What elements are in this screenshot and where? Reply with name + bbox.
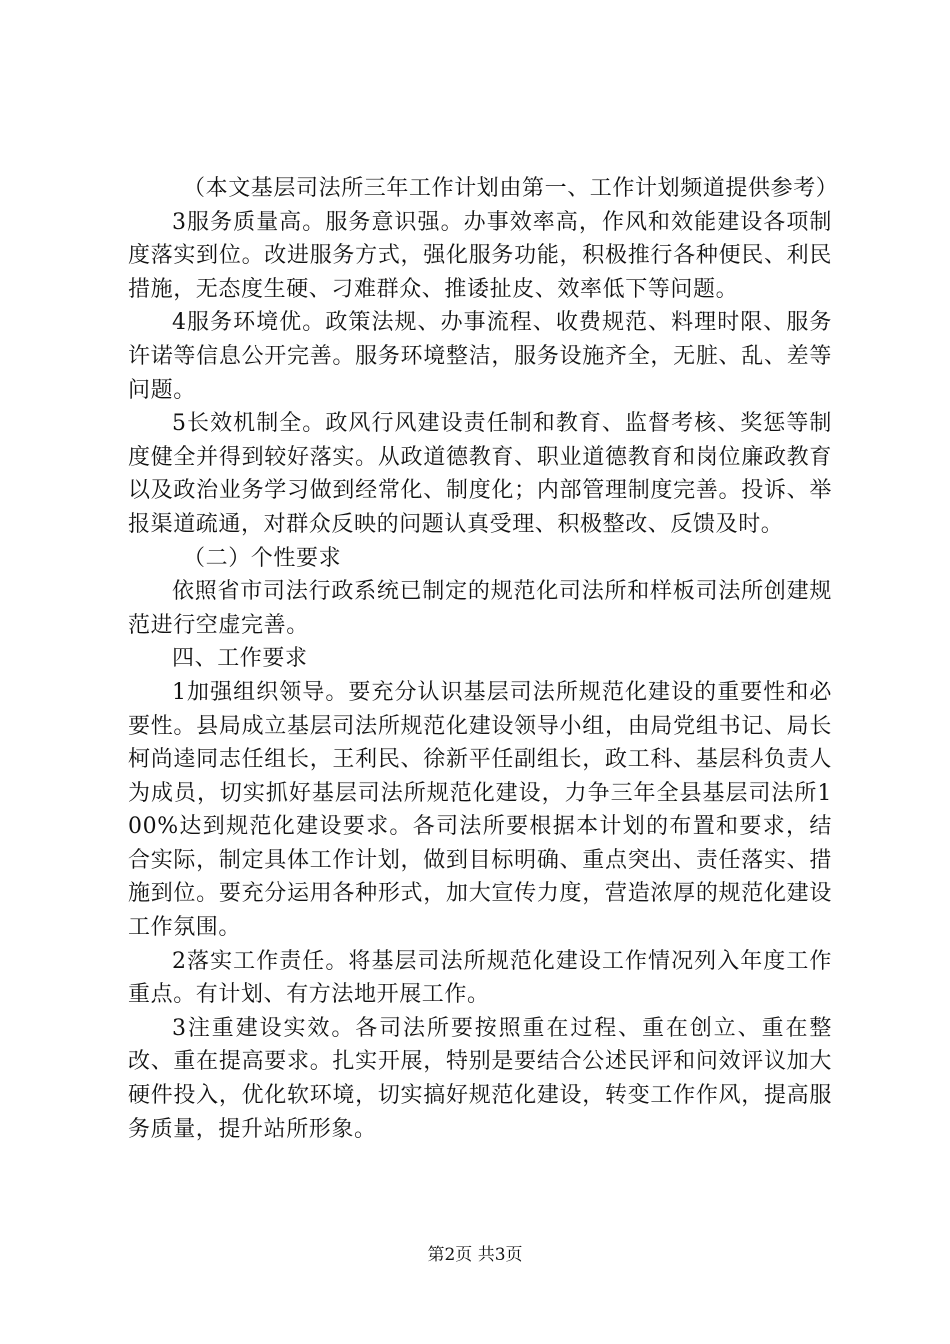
paragraph-construction-effectiveness: 3注重建设实效。各司法所要按照重在过程、重在创立、重在整改、重在提高要求。扎实开展，特别是要结合公述民评和问效评议加大硬件投入，优化软环境，切实搞好规范化建设，转变工作作风，提高服务质量，提升站所形象。	[128, 1015, 832, 1142]
paragraph-work-responsibility: 2落实工作责任。将基层司法所规范化建设工作情况列入年度工作重点。有计划、有方法地开展工作。	[128, 948, 832, 1008]
paragraph-long-term-mechanism: 5长效机制全。政风行风建设责任制和教育、监督考核、奖惩等制度健全并得到较好落实。从政道德教育、职业道德教育和岗位廉政教育以及政治业务学习做到经常化、制度化；内部管理制度完善。投诉、举报渠道疏通，对群众反映的问题认真受理、积极整改、反馈及时。	[128, 411, 832, 537]
section-heading-individual-requirements: （二）个性要求	[183, 545, 342, 571]
section-heading-work-requirements: 四、工作要求	[172, 646, 308, 672]
paragraph-source-note: （本文基层司法所三年工作计划由第一、工作计划频道提供参考）	[183, 176, 839, 201]
document-body	[128, 172, 839, 1146]
paragraph-organization-leadership: 1加强组织领导。要充分认识基层司法所规范化建设的重要性和必要性。县局成立基层司法所规范化建设领导小组，由局党组书记、局长柯尚逵同志任组长，王利民、徐新平任副组长，政工科、基层科负责人为成员，切实抓好基层司法所规范化建设，力争三年全县基层司法所100%达到规范化建设要求。各司法所要根据本计划的布置和要求，结合实际，制定具体工作计划，做到目标明确、重点突出、责任落实、措施到位。要充分运用各种形式，加大宣传力度，营造浓厚的规范化建设工作氛围。	[128, 679, 832, 941]
paragraph-individual-requirements: 依照省市司法行政系统已制定的规范化司法所和样板司法所创建规范进行空虚完善。	[128, 579, 832, 638]
paragraph-service-quality: 3服务质量高。服务意识强。办事效率高，作风和效能建设各项制度落实到位。改进服务方式，强化服务功能，积极推行各种便民、利民措施，无态度生硬、刁难群众、推诿扯皮、效率低下等问题。	[128, 209, 832, 302]
paragraph-service-environment: 4服务环境优。政策法规、办事流程、收费规范、料理时限、服务许诺等信息公开完善。服务环境整洁，服务设施齐全，无脏、乱、差等问题。	[128, 310, 832, 403]
page-number-footer: 第2页 共3页	[427, 1245, 523, 1265]
